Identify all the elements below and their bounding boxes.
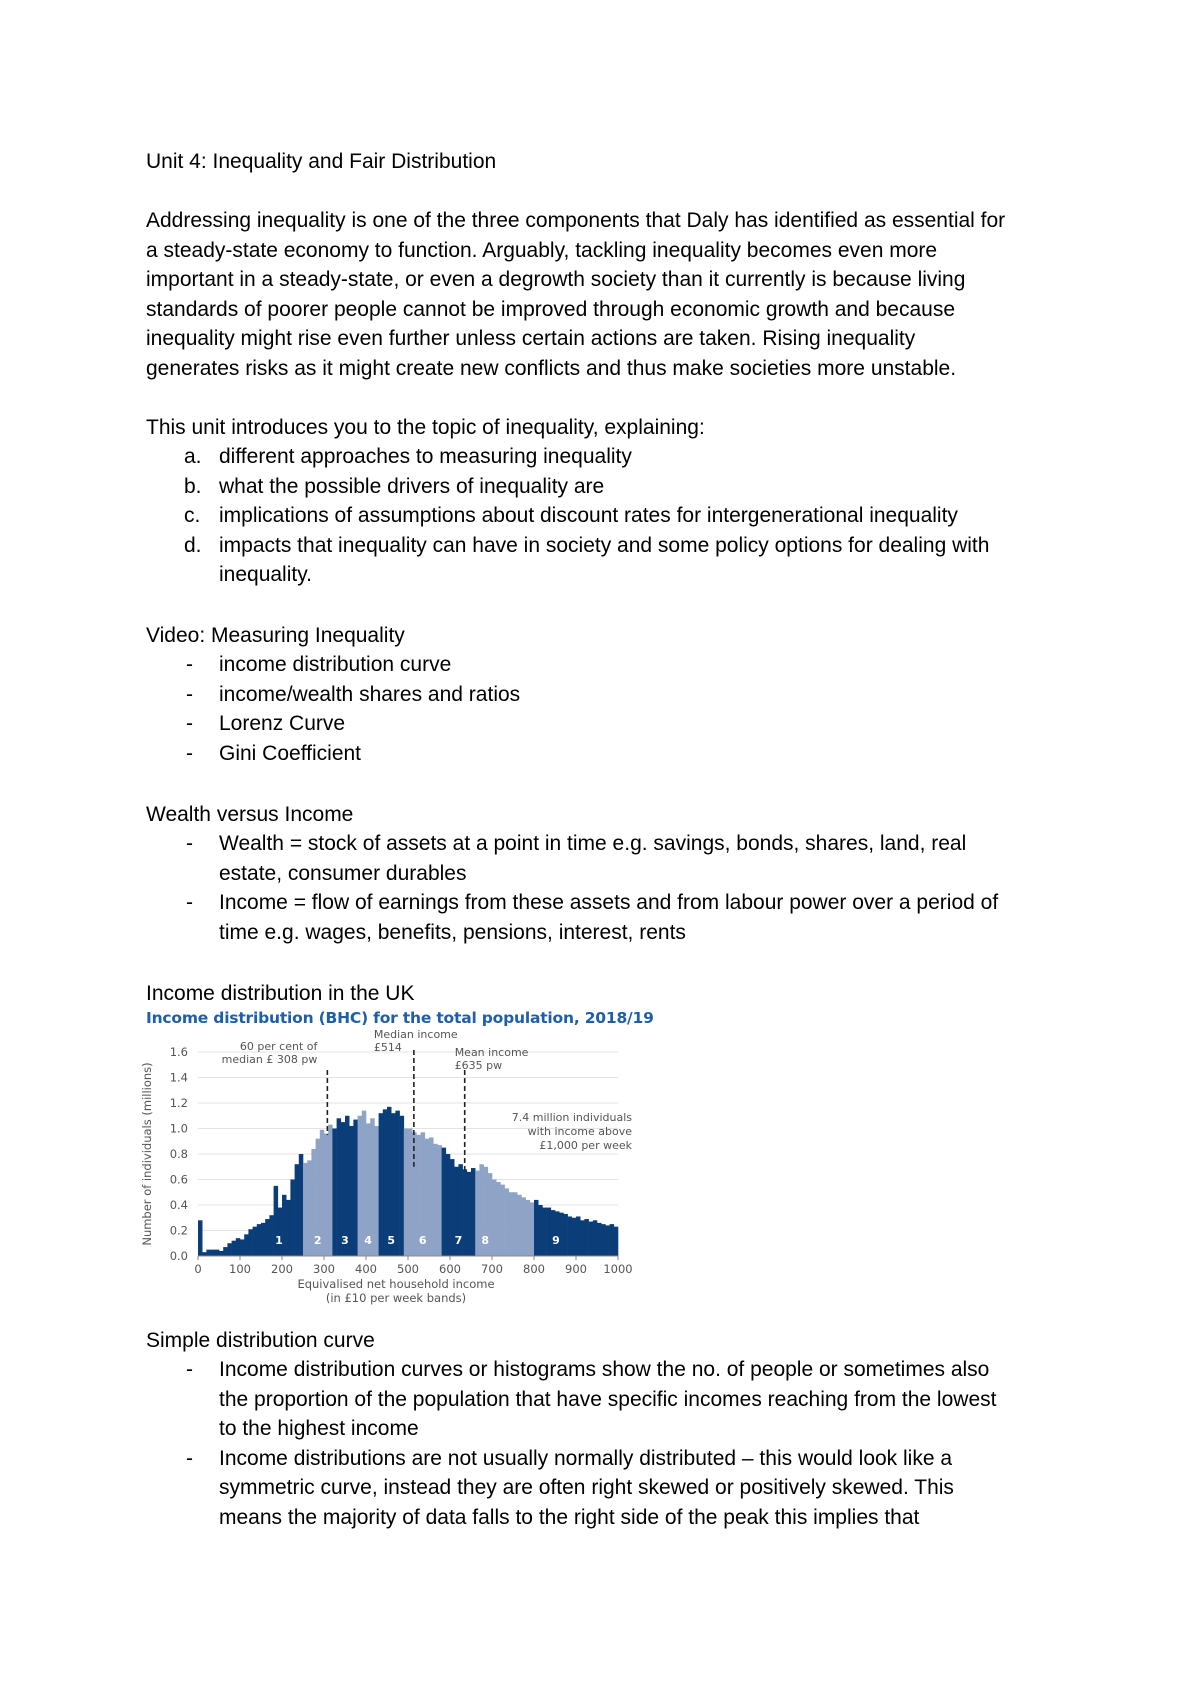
income-distribution-chart	[140, 1030, 640, 1330]
wealth-income-list	[146, 829, 1066, 947]
reference-label: £514	[373, 1041, 402, 1054]
band-label: 6	[418, 1234, 427, 1247]
reference-label: £635 pw	[454, 1059, 503, 1072]
histogram-bar	[572, 1218, 577, 1256]
histogram-bar	[299, 1154, 304, 1256]
x-tick-label: 400	[355, 1262, 377, 1276]
video-heading: Video: Measuring Inequality	[146, 624, 405, 647]
histogram-bar	[211, 1250, 216, 1256]
histogram-bar	[215, 1250, 220, 1256]
histogram-bar	[349, 1126, 354, 1256]
band-label: 2	[313, 1234, 322, 1247]
x-tick-label: 800	[523, 1262, 545, 1276]
histogram-bar	[244, 1234, 249, 1256]
histogram-bar	[521, 1197, 526, 1256]
list-item: - Income distribution curves or histograms show the no. of people or sometimes also the proportion of the population that have specific incomes reaching from the lowest to the highest income	[186, 1358, 997, 1440]
histogram-bar	[446, 1154, 451, 1256]
y-tick-label: 0.4	[169, 1198, 188, 1212]
intro-line: inequality might rise even further unless certain actions are taken. Rising inequality	[146, 327, 916, 350]
histogram-bar	[597, 1223, 602, 1256]
y-tick-label: 0.6	[169, 1172, 188, 1187]
histogram-bar	[265, 1219, 270, 1256]
x-tick-label: 200	[271, 1262, 293, 1276]
histogram-bar	[261, 1223, 266, 1256]
histogram-bar	[568, 1216, 573, 1256]
histogram-bar	[433, 1144, 438, 1256]
list-item: - Income = flow of earnings from these assets and from labour power over a period of time e.g. wages, benefits, pensions, interest, rents	[186, 891, 999, 944]
histogram-bar	[526, 1200, 531, 1256]
histogram-bar	[442, 1148, 447, 1256]
histogram-bar	[467, 1172, 472, 1256]
band-label: 9	[552, 1234, 560, 1247]
histogram-bar	[240, 1239, 245, 1256]
histogram-bar	[328, 1125, 333, 1256]
list-item: a. different approaches to measuring inequality	[184, 445, 632, 468]
histogram-bar	[475, 1171, 480, 1256]
histogram-bar	[219, 1251, 224, 1256]
reference-label: median £ 308 pw	[221, 1053, 318, 1066]
histogram-bar	[437, 1145, 442, 1256]
histogram-bar	[400, 1116, 405, 1256]
histogram-bar	[303, 1163, 308, 1256]
income-distribution-heading: Income distribution in the UK	[146, 982, 415, 1005]
histogram-bar	[206, 1250, 211, 1256]
list-item: d. impacts that inequality can have in society and some policy options for dealing with inequality.	[184, 533, 990, 586]
histogram-bar	[517, 1195, 522, 1256]
histogram-bar	[278, 1208, 283, 1256]
list-item: - income distribution curve	[186, 653, 452, 676]
reference-label: 60 per cent of	[239, 1040, 318, 1053]
histogram-bar	[332, 1129, 337, 1257]
histogram-bar	[307, 1160, 312, 1256]
histogram-bar	[563, 1214, 568, 1256]
simple-distribution-list	[146, 1355, 1066, 1532]
histogram-bar	[605, 1225, 610, 1256]
histogram-bar	[463, 1169, 468, 1256]
intro-line: a steady-state economy to function. Arguably, tackling inequality becomes even more	[146, 238, 938, 262]
histogram-bar	[471, 1168, 476, 1256]
y-tick-label: 1.2	[169, 1096, 188, 1110]
histogram-bar	[408, 1129, 413, 1257]
intro-paragraph	[146, 206, 1066, 383]
histogram-bar	[227, 1243, 232, 1256]
band-label: 4	[364, 1234, 372, 1247]
intro-line: standards of poorer people cannot be improved through economic growth and because	[146, 297, 956, 321]
unit-topic-list	[146, 442, 1066, 590]
x-tick-label: 500	[397, 1262, 419, 1276]
x-tick-label: 300	[313, 1262, 335, 1276]
y-tick-label: 1.6	[169, 1045, 188, 1059]
reference-label: Mean income	[454, 1046, 529, 1059]
simple-distribution-heading: Simple distribution curve	[146, 1329, 375, 1352]
x-tick-label: 0	[194, 1262, 202, 1276]
histogram-bar	[324, 1134, 329, 1256]
unit-title: Unit 4: Inequality and Fair Distribution	[146, 150, 497, 173]
histogram-bar	[614, 1227, 619, 1256]
unit-intro-text: This unit introduces you to the topic of inequality, explaining:	[146, 416, 705, 439]
annotation-text: 7.4 million individuals	[511, 1111, 632, 1124]
histogram-bar	[290, 1180, 295, 1257]
histogram-bar	[534, 1200, 539, 1256]
histogram-bar	[223, 1247, 228, 1256]
x-tick-label: 1000	[603, 1262, 633, 1276]
y-tick-label: 1.0	[169, 1121, 188, 1136]
y-tick-label: 0.2	[169, 1223, 188, 1238]
x-axis-label: Equivalised net household income	[297, 1277, 495, 1291]
list-item: - Income distributions are not usually normally distributed – this would look like a symmetric curve, instead they are often right skewed or positively skewed. This means the majority of data falls to the right side of the peak this implies that	[186, 1446, 954, 1529]
reference-label: Median income	[373, 1030, 458, 1041]
histogram-bar	[232, 1241, 237, 1256]
band-label: 1	[275, 1234, 283, 1247]
x-tick-label: 700	[481, 1262, 503, 1276]
histogram-bar	[559, 1213, 564, 1256]
histogram-bar	[257, 1224, 262, 1256]
histogram-bar	[379, 1113, 384, 1256]
histogram-bar	[509, 1192, 514, 1256]
histogram-bar	[593, 1220, 598, 1256]
x-axis-sublabel: (in £10 per week bands)	[325, 1291, 467, 1305]
x-tick-label: 100	[229, 1262, 251, 1276]
histogram-bar	[429, 1137, 434, 1256]
histogram-bar	[202, 1252, 207, 1256]
list-item: - income/wealth shares and ratios	[186, 682, 521, 706]
list-item: - Lorenz Curve	[186, 712, 346, 735]
histogram-bar	[395, 1111, 400, 1256]
y-tick-label: 0.8	[169, 1147, 188, 1161]
y-tick-label: 1.4	[169, 1070, 188, 1085]
y-axis-label: Number of individuals (millions)	[140, 1062, 154, 1246]
histogram-bar	[295, 1164, 300, 1256]
band-label: 7	[454, 1234, 463, 1247]
annotation-text: £1,000 per week	[539, 1139, 632, 1152]
list-item: - Gini Coefficient	[186, 741, 362, 765]
x-tick-label: 600	[439, 1262, 461, 1276]
histogram-bar	[236, 1238, 241, 1256]
list-item: b. what the possible drivers of inequality are	[184, 474, 605, 498]
histogram-bar	[505, 1188, 510, 1256]
list-item: c. implications of assumptions about discount rates for intergenerational inequality	[184, 504, 958, 527]
chart-title: Income distribution (BHC) for the total population, 2018/19	[146, 1009, 654, 1027]
histogram-bar	[576, 1216, 581, 1256]
histogram-bar	[589, 1222, 594, 1256]
band-label: 8	[481, 1234, 490, 1247]
intro-line: important in a steady-state, or even a degrowth society than it currently is because living	[146, 268, 966, 291]
x-tick-label: 900	[565, 1262, 587, 1276]
histogram-bar	[248, 1229, 253, 1256]
histogram-bar	[358, 1116, 363, 1256]
histogram-bar	[610, 1224, 615, 1256]
histogram-bar	[353, 1120, 358, 1256]
histogram-bar	[542, 1208, 547, 1256]
histogram-bar	[286, 1200, 291, 1256]
histogram-bar	[269, 1215, 274, 1256]
intro-line: Addressing inequality is one of the three components that Daly has identified as essential for	[146, 209, 1006, 232]
list-item: - Wealth = stock of assets at a point in time e.g. savings, bonds, shares, land, real estate, consumer durables	[186, 832, 967, 885]
histogram-bar	[374, 1126, 379, 1256]
annotation-text: with income above	[527, 1125, 632, 1138]
histogram-bar	[253, 1227, 258, 1256]
band-label: 5	[387, 1234, 396, 1247]
histogram-bar	[496, 1182, 501, 1256]
video-topic-list	[146, 650, 1066, 768]
histogram-bar	[198, 1220, 203, 1256]
wealth-heading: Wealth versus Income	[146, 803, 354, 826]
histogram-bar	[530, 1202, 535, 1256]
histogram-bar	[492, 1180, 497, 1257]
histogram-bar	[500, 1185, 505, 1256]
histogram-bar	[513, 1192, 518, 1256]
band-label: 3	[341, 1234, 349, 1247]
histogram-bar	[538, 1205, 543, 1256]
histogram-bar	[580, 1220, 585, 1256]
histogram-bar	[601, 1224, 606, 1256]
intro-line: generates risks as it might create new conflicts and thus make societies more unstable.	[146, 356, 957, 380]
y-tick-label: 0.0	[169, 1249, 188, 1263]
histogram-bar	[584, 1219, 589, 1256]
histogram-bar	[404, 1129, 409, 1257]
histogram-bar	[547, 1208, 552, 1256]
